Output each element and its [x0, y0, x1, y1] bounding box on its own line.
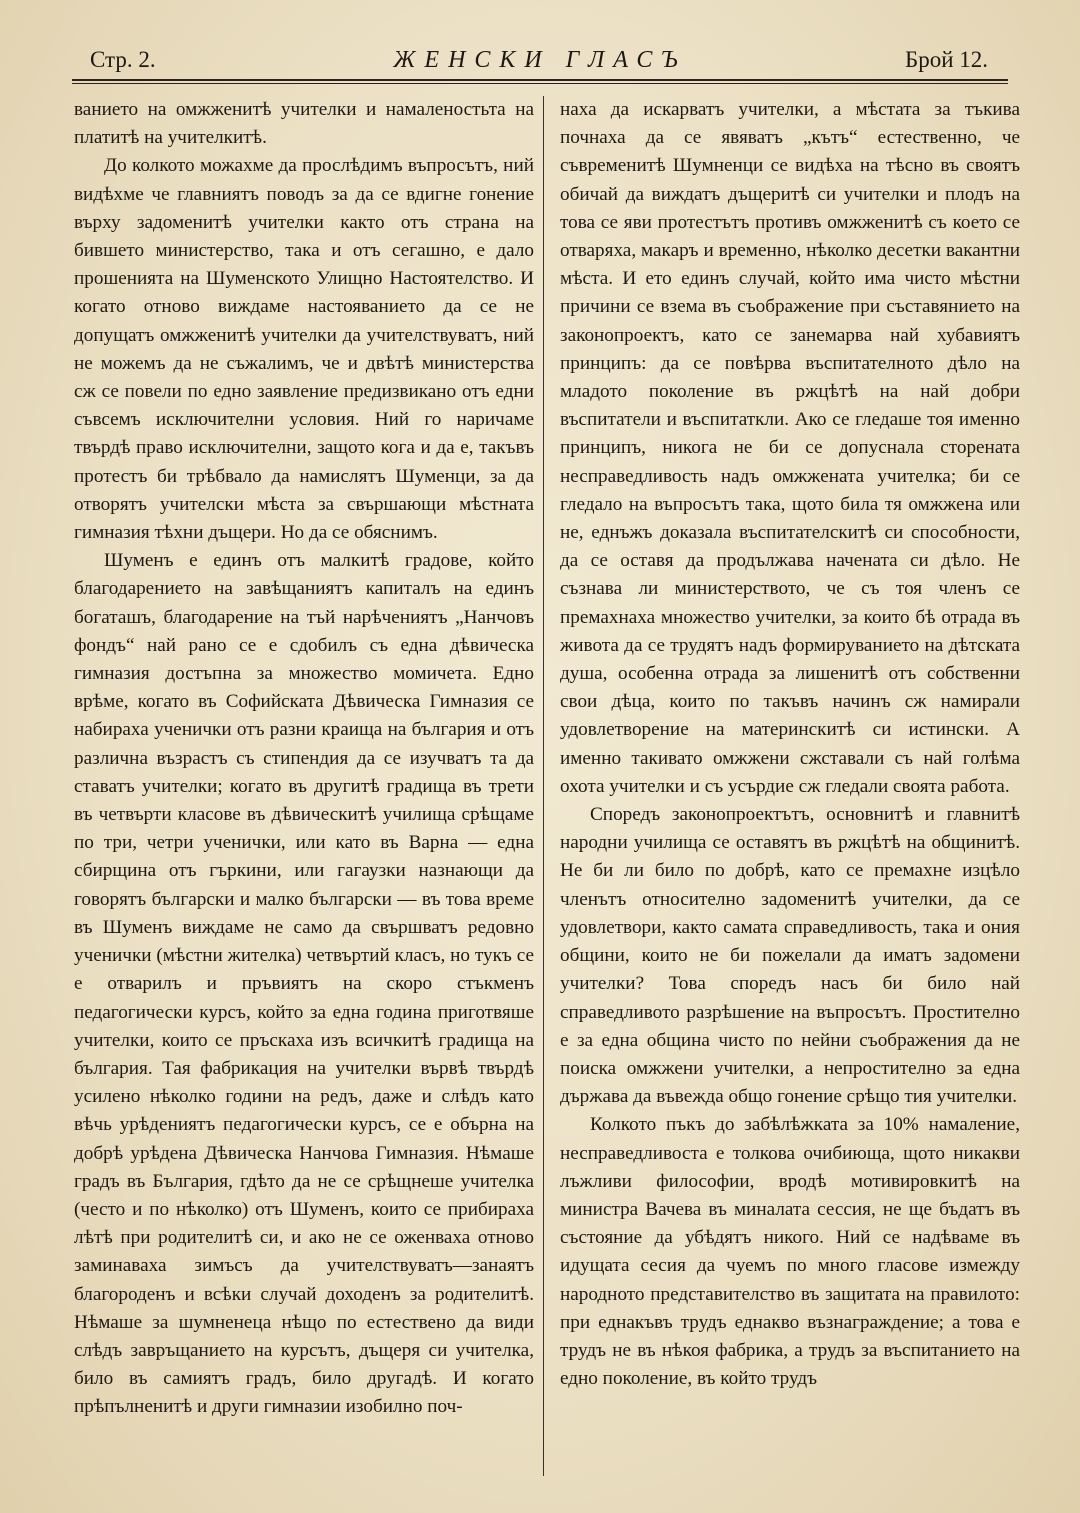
left-column	[74, 96, 534, 1422]
header-rule	[72, 79, 1008, 81]
paragraph: ванието на омжженитѣ учителки и намаленостьта на платитѣ на учителкитѣ.	[74, 99, 534, 149]
right-column	[560, 96, 1020, 1393]
paragraph: До колкото можахме да прослѣдимъ въпросътъ, ний видѣхме че главниятъ поводъ за да се вдигне гонение върху задоменитѣ учителки както отъ страна на бившето министерство, така и отъ сегашно, е дало прошенията на Шуменското Улищно Настоятелство. И когато отново виждаме настояванието да се не допущатъ омжженитѣ учителки да учителствуватъ, ний не можемъ да не съжалимъ, че и двѣтѣ министерства сж се повели по едно заявление предизвикано отъ едни съвсемъ исключителни условия. Ний го наричаме твърдѣ право исключителни, защото кога и да е, такъвъ протестъ би трѣбвало да намислятъ Шуменци, за да отворятъ учителски мѣста за свършающи мѣстната гимназия тѣхни дъщери. Но да се обяснимъ.	[74, 155, 534, 544]
page-number: Стр. 2.	[90, 47, 156, 72]
paragraph: Колкото пъкъ до забѣлѣжката за 10% намаление, несправедливоста е толкова очибиюща, щото никакви лъжливи философии, вродѣ мотивировкитѣ на министра Вачева въ миналата сессия, не ще бъдатъ въ състояние да убѣдятъ никого. Ний се надѣваме въ идущата сесия да чуемъ по много гласове измежду народното представителство въ защитата на правилото: при еднакъвъ трудъ еднакво възнаграждение; а това е трудъ не въ нѣкоя фабрика, а трудъ за въспитанието на едно поколение, въ който трудъ	[560, 1114, 1020, 1390]
journal-title: ЖЕНСКИ ГЛАСЪ	[393, 47, 687, 73]
paragraph: Споредъ законопроектътъ, основнитѣ и главнитѣ народни училища се оставятъ въ ржцѣтѣ на общинитѣ. Не би ли било по добрѣ, като се премахне изцѣло членътъ относително задоменитѣ учителки, да се удовлетвори, както самата справедливость, така и ония общини, които не би пожелали да иматъ задомени учителки? Това споредъ насъ би било най справедливото разрѣшение на въпросътъ. Простително е за една община чисто по нейни съображения да не поиска омжжени учителки, а непростително за една държава да въвежда общо гонение срѣщо тия учителки.	[560, 804, 1020, 1108]
issue-number: Брой 12.	[904, 47, 988, 72]
page-header	[72, 44, 1008, 76]
paragraph: наха да искарватъ учителки, а мѣстата за тъкива почнаха да се явяватъ „кътъ“ естественно, че съвременитѣ Шумненци се видѣха на тѣсно въ своятъ обичай да виждатъ дъщеритѣ си учителки и плодъ на това се яви протестътъ противъ омжженитѣ съ което се отваряха, макаръ и временно, нѣколко десетки вакантни мѣста. И ето единъ случай, който има чисто мѣстни причини се взема въ съображение при съставянието на законопроектъ, като се занемарва най хубавиятъ принципъ: да се повѣрва въспитателното дѣло на младото поколение въ ржцѣтѣ на най добри въспитатели и въспитаткли. Ако се гледаше тоя именно принципъ, никога не би се допуснала сторената несправедливость надъ омжжената учителка; би се гледало на въпросътъ така, щото била тя омжжена или не, еднъжъ доказала въспитателскитѣ си способности, да се оставя да продължава начената си дѣло. Не съзнава ли министерството, че съ тоя членъ се премахнаха множество учителки, за които бѣ отрада въ живота да се трудятъ надъ формируванието на дѣтската душа, особенна отрада за лишенитѣ отъ собственни свои дѣца, които по такъвъ начинъ сж намирали удовлетворение на материнскитѣ си истински. А именно такивато омжжени сжставали съ най голѣма охота учителки и съ усърдие сж гледали своята работа.	[560, 99, 1020, 797]
header-rule-thin	[72, 83, 1008, 84]
column-divider	[543, 96, 544, 1476]
paragraph: Шуменъ е единъ отъ малкитѣ градове, който благодарението на завѣщаниятъ капиталъ на единъ богаташъ, благодарение на тъй нарѣчениятъ „Нанчовъ фондъ“ най рано се е сдобилъ съ една дѣвическа гимназия достъпна за множество момичета. Едно врѣме, когато въ Софийската Дѣвическа Гимназия се набираха ученички отъ разни краища на българия и отъ различна възрастъ съ стипендия да се изучватъ та да ставатъ учителки; когато въ другитѣ градища въ трети въ четвърти класове въ дѣвическитѣ училища срѣщаме по три, четри ученички, или като въ Варна — една сбирщина отъ гъркини, или гагаузки назнающи да говорятъ български и малко български — въ това време въ Шуменъ виждаме не само да свършватъ редовно ученички (мѣстни жителка) четвъртий класъ, но тукъ се е отварилъ и пръвиятъ на скоро стъкменъ педагогически курсъ, който за една година приготвяше учителки, които се пръскаха изъ всичкитѣ градища на българия. Тая фабрикация на учителки вървѣ твърдѣ усилено нѣколко години на редъ, даже и слѣдъ като вѣчь урѣдениятъ педагогически курсъ, се е обърна на добрѣ урѣдена Дѣвическа Нанчова Гимназия. Нѣмаше градъ въ България, гдѣто да не се срѣщнеше учителка (често и по нѣколко) отъ Шуменъ, които се прибираха лѣтѣ при родителитѣ си, и ако не се оженваха отново заминаваха зимъсъ да учителствуватъ—занаятъ благороденъ и всѣки случай доходенъ за родителитѣ. Нѣмаше за шумненеца нѣщо по естествено да види слѣдъ завръщанието на курсътъ, дъщеря си учителка, било въ самиятъ градъ, било другадѣ. И когато прѣпълненитѣ и други гимназии изобилно поч-	[74, 550, 534, 1418]
